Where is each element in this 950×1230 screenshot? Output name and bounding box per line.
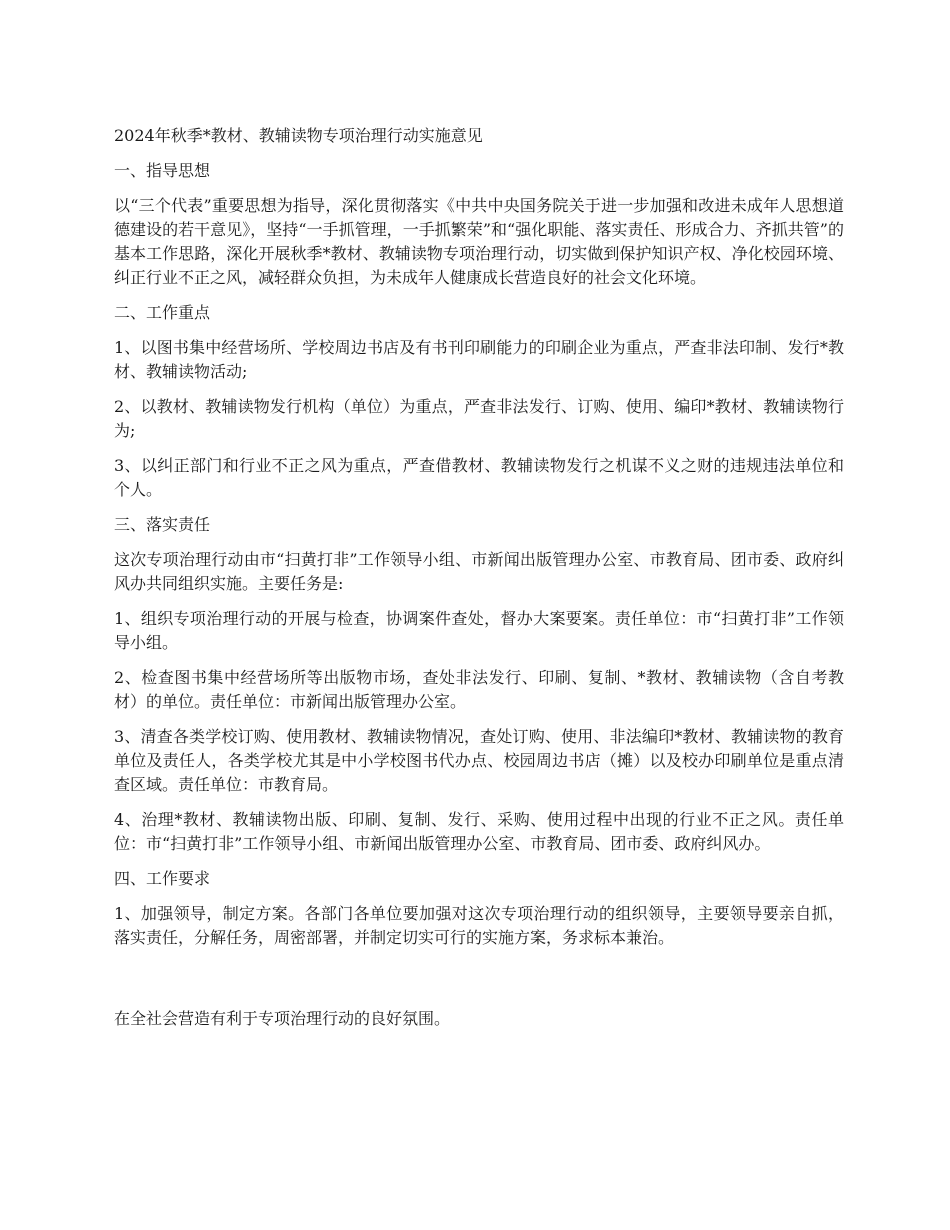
section-heading-work-requirements: 四、工作要求 — [114, 869, 211, 888]
paragraph: 4、治理*教材、教辅读物出版、印刷、复制、发行、采购、使用过程中出现的行业不正之风。责任单位：市“扫黄打非”工作领导小组、市新闻出版管理办公室、市教育局、团市委、政府纠风办。 — [114, 810, 844, 853]
document-title: 2024年秋季*教材、教辅读物专项治理行动实施意见 — [114, 126, 483, 145]
paragraph: 2、检查图书集中经营场所等出版物市场，查处非法发行、印刷、复制、*教材、教辅读物（含自考教材）的单位。责任单位：市新闻出版管理办公室。 — [114, 668, 844, 711]
paragraph: 1、组织专项治理行动的开展与检查，协调案件查处，督办大案要案。责任单位：市“扫黄打非”工作领导小组。 — [114, 609, 844, 652]
paragraph: 以“三个代表”重要思想为指导，深化贯彻落实《中共中央国务院关于进一步加强和改进未成年人思想道德建设的若干意见》，坚持“一手抓管理，一手抓繁荣”和“强化职能、落实责任、形成合力、齐抓共管”的基本工作思路，深化开展秋季*教材、教辅读物专项治理行动，切实做到保护知识产权、净化校园环境、纠正行业不正之风，减轻群众负担，为未成年人健康成长营造良好的社会文化环境。 — [114, 196, 844, 287]
paragraph: 3、以纠正部门和行业不正之风为重点，严查借教材、教辅读物发行之机谋不义之财的违规违法单位和个人。 — [114, 456, 844, 499]
paragraph: 在全社会营造有利于专项治理行动的良好氛围。 — [114, 1009, 451, 1028]
paragraph: 这次专项治理行动由市“扫黄打非”工作领导小组、市新闻出版管理办公室、市教育局、团市委、政府纠风办共同组织实施。主要任务是: — [114, 550, 844, 593]
spacer — [114, 961, 844, 1007]
section-heading-work-focus: 二、工作重点 — [114, 303, 211, 322]
paragraph: 1、加强领导，制定方案。各部门各单位要加强对这次专项治理行动的组织领导，主要领导要亲自抓，落实责任，分解任务，周密部署，并制定切实可行的实施方案，务求标本兼治。 — [114, 904, 844, 947]
section-heading-guiding-ideology: 一、指导思想 — [114, 161, 211, 180]
section-heading-responsibilities: 三、落实责任 — [114, 515, 211, 534]
paragraph: 3、清查各类学校订购、使用教材、教辅读物情况，查处订购、使用、非法编印*教材、教辅读物的教育单位及责任人，各类学校尤其是中小学校图书代办点、校园周边书店（摊）以及校办印刷单位是重点清查区域。责任单位：市教育局。 — [114, 727, 844, 794]
paragraph: 1、以图书集中经营场所、学校周边书店及有书刊印刷能力的印刷企业为重点，严查非法印制、发行*教材、教辅读物活动; — [114, 338, 844, 381]
document-page — [114, 124, 844, 1042]
paragraph: 2、以教材、教辅读物发行机构（单位）为重点，严查非法发行、订购、使用、编印*教材、教辅读物行为; — [114, 397, 844, 440]
